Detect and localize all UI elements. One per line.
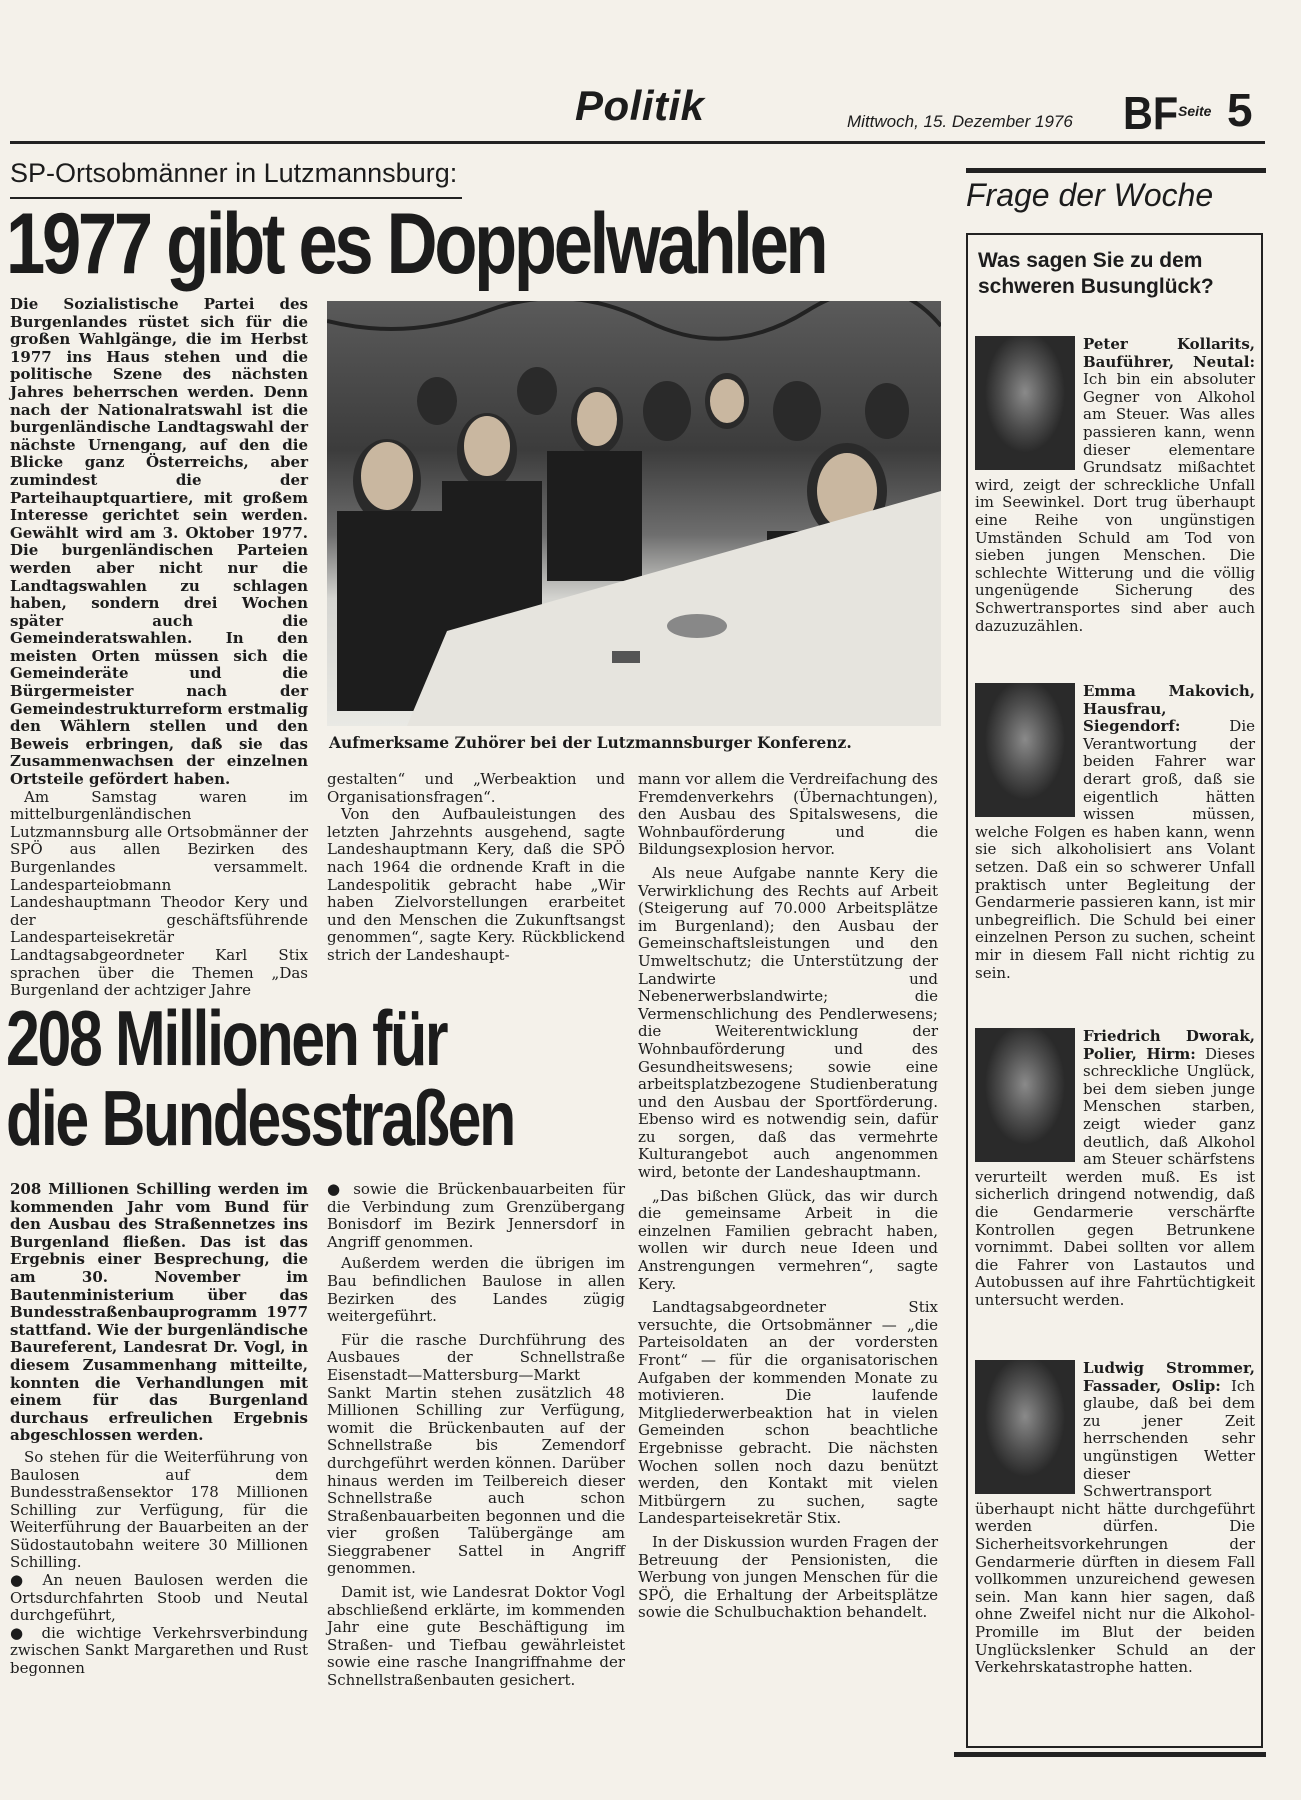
- headline-line: die Bundesstraßen: [6, 1074, 514, 1162]
- respondent-quote: Ich glaube, daß bei dem zu jener Zeit herrschenden sehr ungünstigen Wetter dieser Schwertransport überhaupt nicht hätte durchgeführt werden dürfen. Die Sicherheitsvorkehrungen der Gendarmerie dürften in diesem Fall vollkommen unzureichend gewesen sein. Man kann hier sagen, daß ohne Zweifel nicht nur die Alkohol-Promille im Blut der beiden Unglückslenker Schuld an der Verkehrskatastrophe hatten.: [975, 1376, 1255, 1677]
- article-kicker: SP-Ortsobmänner in Lutzmannsburg:: [10, 158, 458, 188]
- portrait-photo: [975, 1360, 1075, 1494]
- article1-column1: [10, 296, 308, 1000]
- article1-paragraph: gestalten“ und „Werbeaktion und Organisationsfragen“.: [327, 770, 625, 806]
- sidebar-bottom-rule: [954, 1752, 1266, 1757]
- article2-headline: [6, 994, 568, 1162]
- article2-bullet: ● An neuen Baulosen werden die Ortsdurchfahrten Stoob und Neutal durchgeführt,: [10, 1572, 308, 1625]
- header-rule: [10, 141, 1265, 144]
- newspaper-logo: BF: [1123, 87, 1179, 139]
- respondent-name: Peter Kollarits, Bauführer, Neutal:: [1083, 335, 1255, 371]
- conference-photo: [327, 301, 941, 726]
- article1-column2: [327, 771, 625, 965]
- article2-paragraph: Damit ist, wie Landesrat Doktor Vogl abschließend erklärte, im kommenden Jahr eine gute Beschäftigung im Straßen- und Tiefbau gewährleistet sowie eine rasche Inangriffnahme der Schnellstraßenbauten gesichert.: [327, 1583, 625, 1690]
- article1-paragraph: Als neue Aufgabe nannte Kery die Verwirklichung des Rechts auf Arbeit (Steigerung auf 70.000 Arbeitsplätze im Burgenland); den Ausbau der Gemeinschaftsleistungen und den Umweltschutz; die Unterstützung der Landwirte und Nebenerwerbslandwirte; die Vermenschlichung des Pendlerwesens; die Weiterentwicklung der Wohnbauförderung und des Gesundheitswesens; sowie eine arbeitsplatzbezogene Studienberatung und den Ausbau der Sportförderung. Ebenso wird es notwendig sein, dafür zu sorgen, daß das vermehrte Kulturangebot auch angenommen wird, betonte der Landeshauptmann.: [638, 863, 938, 1182]
- article1-paragraph: Am Samstag waren im mittelburgenländischen Lutzmannsburg alle Ortsobmänner der SPÖ aus allen Bezirken des Burgenlandes versammelt. Landesparteiobmann Landeshauptmann Theodor Kery und der geschäftsführende Landesparteisekretär Landtagsabgeordneter Karl Stix sprachen über die Themen „Das Burgenland der achtziger Jahre: [10, 787, 308, 1000]
- article1-paragraph: Landtagsabgeordneter Stix versuchte, die Ortsobmänner — „die Parteisoldaten an der vordersten Front“ — für die organisatorischen Aufgaben der kommenden Monate zu motivieren. Die laufende Mitgliederwerbeaktion hat in vielen Gemeinden schon beachtliche Ergebnisse gebracht. Die nächsten Wochen sollen noch dazu benützt werden, den Kontakt mit vielen Mitbürgern zu suchen, sagte Landesparteisekretär Stix.: [638, 1298, 938, 1528]
- page-number: 5: [1227, 84, 1253, 136]
- article2-bullet: ● sowie die Brückenbauarbeiten für die Verbindung zum Grenzübergang Bonisdorf im Bezirk Jennersdorf in Angriff genommen.: [327, 1181, 625, 1251]
- sidebar-answer: [975, 336, 1255, 635]
- article1-paragraph: Von den Aufbauleistungen des letzten Jahrzehnts ausgehend, sagte Landeshauptmann Kery, daß die SPÖ nach 1964 die ordnende Kraft in die Landespolitik gebracht habe „Wir haben Zielvorstellungen erarbeitet und den Menschen die Zukunftsangst genommen“, sagte Kery. Rückblickend strich der Landeshaupt-: [327, 805, 625, 964]
- sidebar-answer: [975, 683, 1255, 982]
- respondent-name: Emma Makovich, Hausfrau, Siegendorf:: [1083, 682, 1255, 736]
- article2-bullet: ● die wichtige Verkehrsverbindung zwischen Sankt Margarethen und Rust begonnen: [10, 1625, 308, 1678]
- article-headline: 1977 gibt es Doppelwahlen: [6, 196, 826, 292]
- sidebar-answer: [975, 1360, 1255, 1677]
- respondent-quote: Ich bin ein absoluter Gegner von Alkohol am Steuer. Was alles passieren kann, wenn dieser elementare Grundsatz mißachtet wird, zeigt der schreckliche Unfall im Seewinkel. Dort trug überhaupt eine Reihe von ungünstigen Umständen Schuld am Tod von sieben jungen Menschen. Die schlechte Witterung und die völlig ungenügende Sicherung des Schwertransportes sind aber auch dazuzuzählen.: [975, 370, 1255, 635]
- article2-paragraph: So stehen für die Weiterführung von Baulosen auf dem Bundesstraßensektor 178 Millionen Schilling zur Verfügung, für die Weiterführung der Bauarbeiten an der Südostautobahn weitere 30 Millionen Schilling.: [10, 1447, 308, 1572]
- section-title: Politik: [575, 82, 705, 129]
- article1-paragraph: mann vor allem die Verdreifachung des Fremdenverkehrs (Übernachtungen), den Ausbau des Spitalswesens, die Wohnbauförderung und die Bildungsexplosion hervor.: [638, 770, 938, 859]
- respondent-quote: Dieses schreckliche Unglück, bei dem sieben junge Menschen starben, zeigt wieder ganz deutlich, daß Alkohol am Steuer schärfstens verurteilt werden muß. Es ist sicherlich dringend notwendig, daß die Gendarmerie verschärfte Kontrollen gegen Betrunkene vornimmt. Dabei sollten vor allem die Fahrer von Lastautos und Autobussen auf ihre Fahrtüchtigkeit untersucht werden.: [975, 1044, 1255, 1309]
- sidebar-title: Frage der Woche: [966, 177, 1214, 213]
- audience-photo-illustration: [327, 301, 941, 726]
- sidebar-answer: [975, 1028, 1255, 1310]
- page-label: Seite: [1178, 103, 1212, 119]
- headline-line: 208 Millionen für: [6, 994, 447, 1082]
- portrait-photo: [975, 336, 1075, 470]
- article2-lead: 208 Millionen Schilling werden im kommenden Jahr vom Bund für den Ausbau des Straßennetzes ins Burgenland fließen. Das ist das Ergebnis einer Besprechung, die am 30. November im Bautenministerium über das Bundesstraßenbauprogramm 1977 stattfand. Wie der burgenländische Baureferent, Landesrat Dr. Vogl, in diesem Zusammenhang mitteilte, konnten die Verhandlungen mit einem für das Burgenland durchaus erfreulichen Ergebnis abgeschlossen werden.: [10, 1180, 308, 1445]
- article2-paragraph: Für die rasche Durchführung des Ausbaues der Schnellstraße Eisenstadt—Mattersburg—Markt Sankt Martin stehen zusätzlich 48 Millionen Schilling zur Verfügung, womit die Brückenbauten auf der Schnellstraße bis Zemendorf durchgeführt werden können. Darüber hinaus werden im Teilbereich dieser Schnellstraße auch schon Straßenbauarbeiten begonnen und die vier großen Talübergänge am Sieggrabener Sattel in Angriff genommen.: [327, 1330, 625, 1578]
- issue-date: Mittwoch, 15. Dezember 1976: [847, 112, 1073, 131]
- portrait-photo: [975, 1028, 1075, 1162]
- respondent-quote: Die Verantwortung der beiden Fahrer war derart groß, daß sie eigentlich hätten wissen müssen, welche Folgen es haben kann, wenn sie sich alkoholisiert ans Volant setzen. Daß ein so schwerer Unfall praktisch unter Begleitung der Gendarmerie passieren kann, ist mir unbegreiflich. Die Schuld bei einer einzelnen Person zu suchen, scheint mir in diesem Fall nicht richtig zu sein.: [975, 717, 1255, 982]
- article2-column2: [327, 1181, 625, 1690]
- respondent-name: Friedrich Dworak, Polier, Hirm:: [1083, 1027, 1255, 1063]
- article1-paragraph: In der Diskussion wurden Fragen der Betreuung der Pensionisten, die Werbung von jungen Menschen für die SPÖ, die Erhaltung der Arbeitsplätze sowie die Schulbuchaktion behandelt.: [638, 1532, 938, 1622]
- article2-column1: [10, 1181, 308, 1678]
- sidebar-top-rule: [966, 168, 1266, 173]
- portrait-photo: [975, 683, 1075, 817]
- article1-lead: Die Sozialistische Partei des Burgenlandes rüstet sich für die großen Wahlgänge, die im Herbst 1977 ins Haus stehen und die politische Szene des nächsten Jahres beherrschen werden. Denn nach der Nationalratswahl ist die burgenländische Landtagswahl der nächste Urnengang, auf den die Blicke ganz Österreichs, aber zumindest die der Parteihauptquartiere, mit großem Interesse gerichtet sein werden. Gewählt wird am 3. Oktober 1977. Die burgenländischen Parteien werden aber nicht nur die Landtagswahlen zu schlagen haben, sondern drei Wochen später auch die Gemeinderatswahlen. In den meisten Orten müssen sich die Gemeinderäte und die Bürgermeister nach der Gemeindestrukturreform erstmalig den Wählern stellen und den Beweis erbringen, daß sie das Zusammenwachsen der einzelnen Ortsteile gefördert haben.: [10, 295, 308, 789]
- respondent-name: Ludwig Strommer, Fassader, Oslip:: [1083, 1359, 1255, 1395]
- article1-column3: [638, 771, 938, 1622]
- sidebar-question: Was sagen Sie zu dem schweren Busunglück?: [978, 249, 1214, 298]
- photo-caption: Aufmerksame Zuhörer bei der Lutzmannsburger Konferenz.: [329, 733, 852, 752]
- article1-paragraph: „Das bißchen Glück, das wir durch die gemeinsame Arbeit in die einzelnen Familien gebracht haben, wollen wir durch neue Ideen und Anstrengungen vermehren“, sagte Kery.: [638, 1186, 938, 1293]
- article2-paragraph: Außerdem werden die übrigen im Bau befindlichen Baulose in allen Bezirken des Landes zügig weitergeführt.: [327, 1254, 625, 1326]
